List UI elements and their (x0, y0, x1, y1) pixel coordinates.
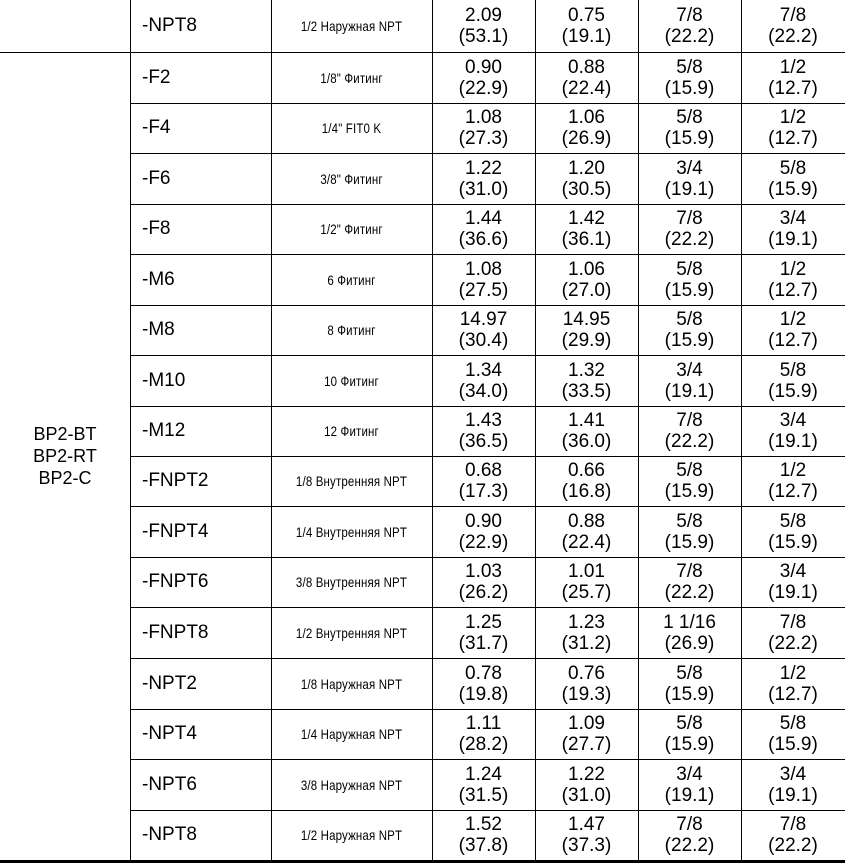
mm-value: (15.9) (664, 734, 715, 755)
inch-value: 1.42 (568, 208, 605, 229)
inch-value: 1/2 (779, 460, 807, 481)
inch-value: 1.06 (568, 107, 605, 128)
description-cell: 1/4 Внутренняя NPT (295, 523, 408, 540)
inch-value: 1.41 (568, 410, 605, 431)
inch-value: 3/4 (779, 208, 807, 229)
description-cell: 1/8 Наружная NPT (300, 675, 403, 692)
dimension-cell (432, 254, 535, 305)
row-divider (130, 759, 845, 760)
mm-value: (12.7) (768, 330, 818, 351)
mm-value: (22.4) (561, 77, 612, 99)
mm-value: (17.3) (458, 481, 509, 502)
part-code-cell: -NPT2 (142, 672, 197, 694)
inch-value: 3/4 (779, 763, 807, 785)
inch-value: 3/4 (779, 410, 807, 431)
mm-value: (34.0) (458, 380, 509, 402)
inch-value: 1.11 (465, 713, 502, 734)
dimension-cell (638, 254, 741, 305)
mm-value: (31.5) (458, 784, 509, 806)
mm-value: (53.1) (458, 26, 509, 47)
inch-value: 5/8 (779, 157, 807, 179)
mm-value: (22.2) (664, 431, 715, 452)
dimension-cell (535, 607, 638, 658)
row-divider (130, 153, 845, 154)
mm-value: (33.5) (561, 380, 612, 402)
part-code-cell: -F8 (142, 218, 171, 239)
inch-value: 5/8 (779, 510, 807, 532)
group-label-main (0, 52, 130, 860)
dimension-cell (741, 204, 845, 254)
mm-value: (31.7) (458, 632, 509, 654)
dimension-cell (432, 305, 535, 355)
part-code-cell: -M8 (142, 319, 175, 340)
dimension-cell (432, 355, 535, 406)
inch-value: 0.75 (568, 5, 605, 26)
description-cell: 1/4 Наружная NPT (300, 726, 403, 742)
description-cell: 12 Фитинг (324, 423, 379, 439)
row-divider (130, 557, 845, 558)
dimension-cell (638, 607, 741, 658)
mm-value: (15.9) (664, 128, 715, 149)
inch-value: 2.09 (465, 5, 502, 26)
group-label-line: BP2-BT (33, 424, 97, 444)
dimension-cell (535, 103, 638, 153)
dimension-cell (535, 204, 638, 254)
inch-value: 1.23 (568, 611, 605, 633)
row-divider (130, 456, 845, 457)
mm-value: (26.2) (458, 582, 509, 603)
dimension-cell (638, 709, 741, 759)
mm-value: (27.0) (561, 279, 612, 301)
inch-value: 5/8 (676, 510, 703, 532)
dimension-cell (535, 709, 638, 759)
dimension-cell (432, 52, 535, 103)
mm-value: (31.0) (458, 178, 509, 200)
dimension-cell (638, 204, 741, 254)
mm-value: (15.9) (664, 683, 715, 705)
mm-value: (16.8) (561, 481, 612, 502)
dimension-cell (535, 406, 638, 456)
dimension-cell (638, 456, 741, 506)
inch-value: 0.90 (465, 56, 502, 78)
column-divider (130, 0, 131, 860)
inch-value: 1.34 (465, 359, 502, 381)
dimension-cell (535, 52, 638, 103)
dimension-cell (741, 406, 845, 456)
inch-value: 7/8 (676, 561, 703, 582)
inch-value: 1.25 (465, 611, 502, 633)
inch-value: 1/2 (779, 107, 807, 128)
description-cell: 3/8 Внутренняя NPT (295, 574, 408, 590)
dimension-cell (638, 406, 741, 456)
dimension-cell (535, 658, 638, 709)
mm-value: (12.7) (768, 279, 818, 301)
mm-value: (15.9) (768, 178, 818, 200)
inch-value: 7/8 (676, 5, 703, 26)
mm-value: (22.2) (664, 26, 715, 47)
mm-value: (15.9) (664, 481, 715, 502)
inch-value: 1.52 (465, 814, 502, 835)
inch-value: 7/8 (676, 410, 703, 431)
dimension-cell (535, 355, 638, 406)
dimension-cell (741, 103, 845, 153)
part-code-cell: -F6 (142, 167, 171, 189)
dimension-cell (535, 506, 638, 557)
dimension-cell (741, 607, 845, 658)
mm-value: (15.9) (664, 279, 715, 301)
mm-value: (15.9) (664, 531, 715, 553)
dimension-cell (741, 709, 845, 759)
part-code-cell: -M12 (142, 420, 186, 441)
mm-value: (19.8) (458, 683, 509, 705)
mm-value: (22.2) (664, 229, 715, 250)
mm-value: (37.8) (458, 835, 509, 856)
dimension-cell (741, 355, 845, 406)
inch-value: 5/8 (676, 662, 703, 684)
dimension-cell (432, 607, 535, 658)
part-code-cell: -NPT8 (142, 824, 197, 845)
description-cell: 6 Фитинг (327, 271, 376, 288)
dimension-cell (535, 254, 638, 305)
dimension-cell (741, 254, 845, 305)
inch-value: 1.06 (568, 258, 605, 280)
mm-value: (12.7) (768, 77, 818, 99)
part-code-cell: -FNPT8 (142, 621, 209, 643)
description-cell: 10 Фитинг (324, 372, 379, 389)
description-cell: 1/8" Фитинг (320, 69, 383, 86)
dimension-cell (432, 658, 535, 709)
dimension-cell (741, 506, 845, 557)
mm-value: (19.1) (664, 380, 715, 402)
mm-value: (27.7) (561, 734, 612, 755)
inch-value: 1.22 (568, 763, 605, 785)
mm-value: (31.2) (561, 632, 612, 654)
inch-value: 1.32 (568, 359, 605, 381)
inch-value: 7/8 (779, 5, 807, 26)
dimension-cell (741, 658, 845, 709)
dimension-cell (638, 658, 741, 709)
dimension-cell (638, 52, 741, 103)
column-divider (638, 0, 639, 860)
inch-value: 0.68 (465, 460, 502, 481)
part-code-cell: -NPT6 (142, 773, 197, 795)
inch-value: 5/8 (676, 713, 703, 734)
description-cell: 3/8" Фитинг (320, 170, 383, 187)
group-label-line: BP2-C (38, 468, 92, 488)
row-divider (130, 204, 845, 205)
dimension-cell (535, 456, 638, 506)
inch-value: 3/4 (676, 157, 703, 179)
inch-value: 5/8 (676, 258, 703, 280)
dimension-cell (432, 557, 535, 607)
dimension-cell (638, 103, 741, 153)
dimension-cell (741, 456, 845, 506)
dimension-cell (432, 406, 535, 456)
dimension-cell (638, 305, 741, 355)
dimension-cell (741, 52, 845, 103)
inch-value: 1.08 (465, 107, 502, 128)
dimension-cell (535, 810, 638, 860)
mm-value: (19.1) (561, 26, 612, 47)
inch-value: 1/2 (779, 258, 807, 280)
part-code-cell: -FNPT2 (142, 470, 209, 491)
inch-value: 0.90 (465, 510, 502, 532)
column-divider (535, 0, 536, 860)
part-code-cell: -FNPT4 (142, 520, 209, 542)
mm-value: (27.3) (458, 128, 509, 149)
mm-value: (30.4) (458, 330, 509, 351)
dimension-cell (432, 103, 535, 153)
mm-value: (19.1) (664, 178, 715, 200)
inch-value: 1.22 (465, 157, 502, 179)
inch-value: 0.76 (568, 662, 605, 684)
inch-value: 5/8 (676, 460, 703, 481)
mm-value: (36.5) (458, 431, 509, 452)
description-cell: 1/2 Внутренняя NPT (295, 624, 408, 641)
dimension-cell (638, 810, 741, 860)
group-label-line: BP2-RT (33, 446, 97, 466)
column-divider (432, 0, 433, 860)
description-cell: 1/4" FIT0 K (321, 120, 382, 136)
part-code-cell: -FNPT6 (142, 571, 209, 592)
mm-value: (36.1) (561, 229, 612, 250)
inch-value: 1.20 (568, 157, 605, 179)
dimension-cell (432, 0, 535, 52)
mm-value: (19.1) (768, 582, 818, 603)
inch-value: 1/2 (779, 56, 807, 78)
dimension-cell (535, 0, 638, 52)
inch-value: 3/4 (676, 763, 703, 785)
row-divider (130, 103, 845, 104)
description-cell: 8 Фитинг (327, 322, 376, 338)
dimension-cell (535, 305, 638, 355)
inch-value: 14.95 (562, 309, 611, 330)
mm-value: (36.6) (458, 229, 509, 250)
inch-value: 1/2 (779, 662, 807, 684)
inch-value: 1.08 (465, 258, 502, 280)
dimension-cell (432, 204, 535, 254)
part-code-cell: -M6 (142, 268, 175, 290)
mm-value: (22.2) (768, 26, 818, 47)
dimension-cell (638, 759, 741, 810)
mm-value: (22.2) (664, 835, 715, 856)
row-divider (130, 355, 845, 356)
inch-value: 7/8 (676, 208, 703, 229)
row-divider (130, 658, 845, 659)
inch-value: 1.43 (465, 410, 502, 431)
dimension-cell (432, 810, 535, 860)
inch-value: 0.88 (568, 510, 605, 532)
part-code-cell: -M10 (142, 369, 186, 391)
row-divider (130, 254, 845, 255)
dimension-cell (432, 153, 535, 204)
inch-value: 5/8 (779, 713, 807, 734)
inch-value: 5/8 (779, 359, 807, 381)
inch-value: 7/8 (779, 611, 807, 633)
inch-value: 14.97 (459, 309, 508, 330)
row-divider (130, 406, 845, 407)
mm-value: (37.3) (561, 835, 612, 856)
dimension-cell (638, 506, 741, 557)
row-divider (130, 506, 845, 507)
inch-value: 5/8 (676, 56, 703, 78)
mm-value: (12.7) (768, 481, 818, 502)
row-divider (130, 810, 845, 811)
mm-value: (27.5) (458, 279, 509, 301)
description-cell: 1/2 Наружная NPT (300, 827, 403, 843)
dimension-cell (741, 153, 845, 204)
part-code-cell: -NPT8 (142, 15, 197, 36)
description-cell: 1/2" Фитинг (320, 221, 383, 237)
mm-value: (19.3) (561, 683, 612, 705)
mm-value: (19.1) (768, 229, 818, 250)
inch-value: 0.78 (465, 662, 502, 684)
mm-value: (26.9) (561, 128, 612, 149)
description-cell: 3/8 Наружная NPT (300, 776, 403, 793)
dimension-cell (535, 557, 638, 607)
column-divider (741, 0, 742, 860)
mm-value: (12.7) (768, 128, 818, 149)
mm-value: (19.1) (664, 784, 715, 806)
mm-value: (15.9) (768, 531, 818, 553)
description-cell: 1/8 Внутренняя NPT (295, 473, 408, 489)
part-code-cell: -NPT4 (142, 723, 197, 744)
dimension-cell (741, 0, 845, 52)
mm-value: (26.9) (664, 632, 715, 654)
mm-value: (22.9) (458, 77, 509, 99)
mm-value: (29.9) (561, 330, 612, 351)
dimension-cell (535, 153, 638, 204)
table-bottom-rule (0, 860, 845, 863)
row-divider (0, 52, 845, 53)
inch-value: 1.03 (465, 561, 502, 582)
mm-value: (36.0) (561, 431, 612, 452)
inch-value: 1.09 (568, 713, 605, 734)
inch-value: 7/8 (676, 814, 703, 835)
dimension-cell (638, 355, 741, 406)
dimension-cell (432, 709, 535, 759)
inch-value: 0.66 (568, 460, 605, 481)
mm-value: (15.9) (768, 380, 818, 402)
dimension-cell (638, 557, 741, 607)
description-cell: 1/2 Наружная NPT (300, 18, 403, 34)
mm-value: (22.2) (768, 632, 818, 654)
mm-value: (22.4) (561, 531, 612, 553)
row-divider (130, 709, 845, 710)
dimension-cell (741, 557, 845, 607)
mm-value: (25.7) (561, 582, 612, 603)
inch-value: 1.01 (568, 561, 605, 582)
mm-value: (28.2) (458, 734, 509, 755)
mm-value: (22.2) (768, 835, 818, 856)
part-code-cell: -F2 (142, 66, 171, 88)
inch-value: 1/2 (779, 309, 807, 330)
row-divider (130, 607, 845, 608)
inch-value: 3/4 (779, 561, 807, 582)
mm-value: (15.9) (664, 330, 715, 351)
dimension-cell (741, 810, 845, 860)
inch-value: 1.47 (568, 814, 605, 835)
inch-value: 1.44 (465, 208, 502, 229)
dimension-cell (638, 153, 741, 204)
mm-value: (31.0) (561, 784, 612, 806)
dimension-cell (638, 0, 741, 52)
dimension-cell (432, 506, 535, 557)
dimension-cell (741, 305, 845, 355)
mm-value: (30.5) (561, 178, 612, 200)
inch-value: 3/4 (676, 359, 703, 381)
mm-value: (22.9) (458, 531, 509, 553)
dimension-cell (535, 759, 638, 810)
inch-value: 1 1/16 (663, 611, 716, 633)
mm-value: (12.7) (768, 683, 818, 705)
part-code-cell: -F4 (142, 117, 171, 138)
inch-value: 7/8 (779, 814, 807, 835)
dimension-cell (741, 759, 845, 810)
mm-value: (19.1) (768, 784, 818, 806)
dimension-cell (432, 456, 535, 506)
inch-value: 0.88 (568, 56, 605, 78)
inch-value: 5/8 (676, 107, 703, 128)
row-divider (130, 305, 845, 306)
mm-value: (19.1) (768, 431, 818, 452)
column-divider (271, 0, 272, 860)
mm-value: (15.9) (664, 77, 715, 99)
inch-value: 1.24 (465, 763, 502, 785)
mm-value: (22.2) (664, 582, 715, 603)
inch-value: 5/8 (676, 309, 703, 330)
dimension-cell (432, 759, 535, 810)
mm-value: (15.9) (768, 734, 818, 755)
